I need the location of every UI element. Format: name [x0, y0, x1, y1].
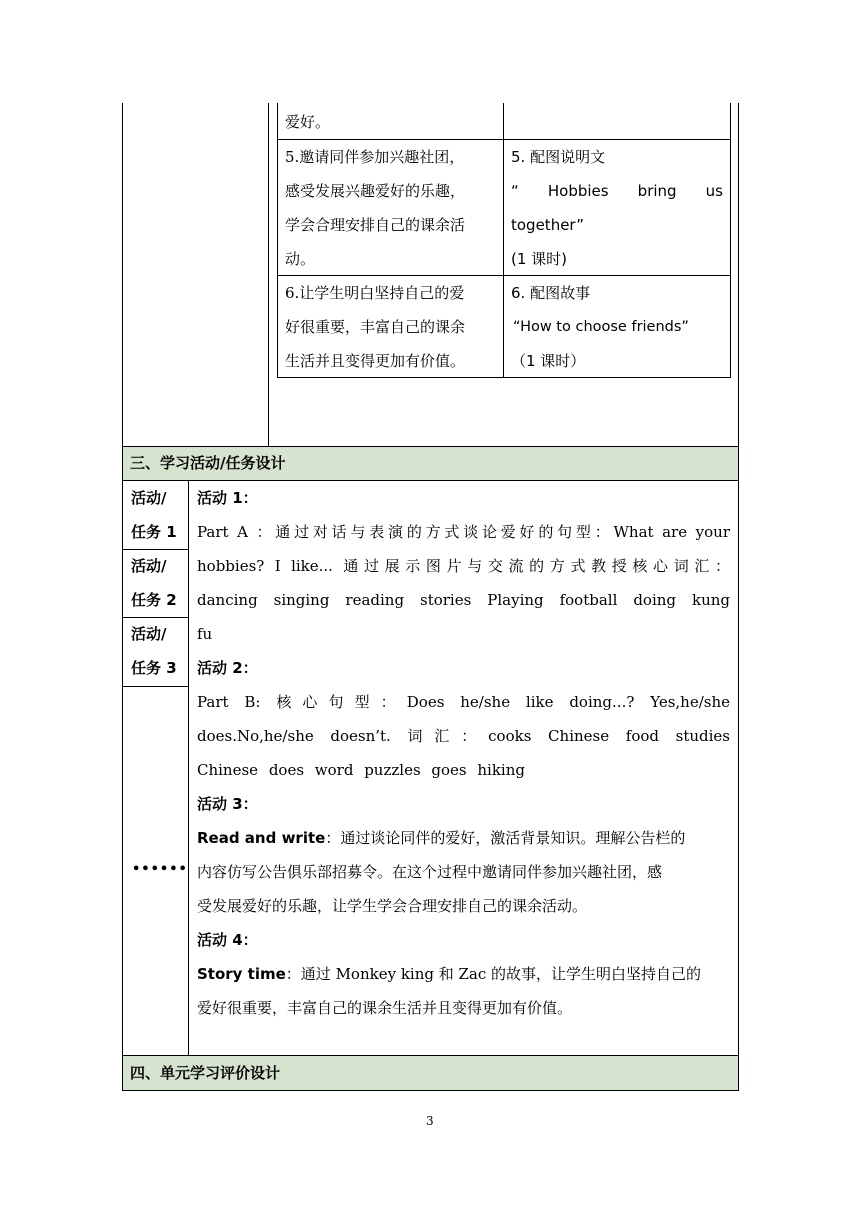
inner-row2-left-line: 5.邀请同伴参加兴趣社团， — [285, 148, 465, 166]
activity1-line: fu — [197, 625, 213, 643]
inner-row3-right-line: “How to choose friends” — [513, 319, 689, 335]
task3-label-line2: 任务 3 — [131, 659, 177, 677]
activity2-line: Part B: 核心句型：Does he/she like doing...? Yes,he/she — [197, 693, 730, 711]
inner-row3-left-line: 好很重要，丰富自己的课余 — [285, 318, 466, 336]
table-right-border — [738, 103, 739, 1091]
activity3-label: Read and write — [197, 829, 326, 847]
inner-row3-right-line: （1 课时） — [511, 352, 586, 370]
activity4-label: Story time — [197, 965, 286, 983]
inner-row2-left-line: 动。 — [285, 250, 316, 268]
task-divider — [122, 686, 189, 687]
upper-column-divider — [268, 103, 269, 446]
activity2-title: 活动 2： — [197, 659, 258, 677]
task1-label-line2: 任务 1 — [131, 523, 177, 541]
page-number: 3 — [426, 1114, 434, 1128]
activity2-line: does.No,he/she doesn’t. 词汇：cooks Chinese food studies — [197, 727, 730, 745]
activity3-line: 内容仿写公告俱乐部招募令。在这个过程中邀请同伴参加兴趣社团，感 — [197, 863, 663, 881]
inner-table-right-border — [730, 103, 731, 378]
task3-label-line1: 活动/ — [131, 625, 167, 643]
activity3-title: 活动 3： — [197, 795, 258, 813]
task2-label-line2: 任务 2 — [131, 591, 177, 609]
inner-table-middle-border — [503, 103, 504, 378]
task2-label-line1: 活动/ — [131, 557, 167, 575]
section4-heading: 四、单元学习评价设计 — [130, 1064, 281, 1082]
task-column-divider — [188, 480, 189, 1055]
inner-row2-right-line: together” — [511, 216, 584, 234]
activity4-line: ：通过 Monkey king 和 Zac 的故事，让学生明白坚持自己的 — [285, 965, 702, 983]
section3-heading: 三、学习活动/任务设计 — [130, 454, 286, 472]
activity4-title: 活动 4： — [197, 931, 258, 949]
activity2-line: Chinese does word puzzles goes hiking — [197, 761, 525, 779]
table-left-border — [122, 103, 123, 1091]
activity4-first-line — [197, 957, 701, 991]
inner-row2-right-title: 5. 配图说明文 — [511, 148, 606, 166]
activity1-line: Part A ：通过对话与表演的方式谈论爱好的句型：What are your — [197, 523, 730, 541]
inner-table-left-border — [277, 103, 278, 378]
activity4-line: 爱好很重要，丰富自己的课余生活并且变得更加有价值。 — [197, 999, 573, 1017]
inner-row3-left-line: 6.让学生明白坚持自己的爱 — [285, 284, 465, 302]
activity1-line: hobbies? I like... 通过展示图片与交流的方式教授核心词汇： — [197, 557, 730, 575]
activity3-first-line — [197, 821, 685, 855]
inner-row1-left-text: 爱好。 — [285, 113, 331, 131]
task-ellipsis: •••••• — [132, 862, 188, 877]
activity3-line: 受发展爱好的乐趣，让学生学会合理安排自己的课余活动。 — [197, 897, 588, 915]
inner-row2-left-line: 学会合理安排自己的课余活 — [285, 216, 466, 234]
inner-row3-left-line: 生活并且变得更加有价值。 — [285, 352, 466, 370]
inner-row3-right-title: 6. 配图故事 — [511, 284, 591, 302]
activity1-line: dancing singing reading stories Playing football doing kung — [197, 591, 730, 609]
inner-row2-left-line: 感受发展兴趣爱好的乐趣， — [285, 182, 466, 200]
activity1-title: 活动 1： — [197, 489, 258, 507]
task1-label-line1: 活动/ — [131, 489, 167, 507]
activity3-line: ：通过谈论同伴的爱好，激活背景知识。理解公告栏的 — [325, 829, 686, 847]
table-bottom-border — [122, 1090, 739, 1091]
inner-row2-right-line: (1 课时) — [511, 250, 568, 268]
inner-row2-right-line: “ Hobbies bring us — [511, 182, 723, 200]
